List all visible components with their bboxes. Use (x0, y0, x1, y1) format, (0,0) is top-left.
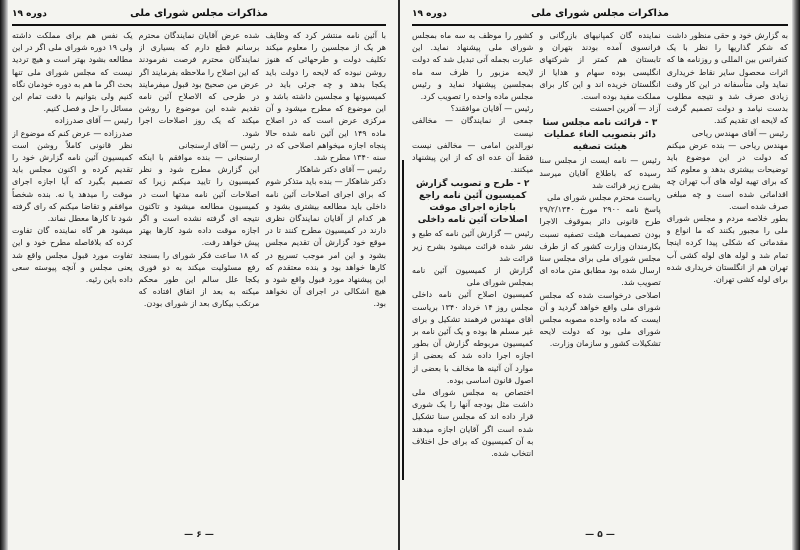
paragraph: گزارش از کمیسیون آئین نامه بمجلس شورای ملی (412, 266, 534, 288)
text-column (667, 30, 788, 520)
scan-edge (0, 0, 8, 550)
paragraph: نماینده گان کمپانیهای بازرگانی و فرانسوی آمده بودند بتهران و تابستان هم کمتر از شرکتهای انگلیسی بوده سهام و هدایا از انگلستان خریده اند و این کار برای مملکت مفید بوده است. (539, 31, 661, 102)
issue-number: دوره ۱۹ (12, 9, 47, 19)
scan-edge (792, 0, 800, 550)
page-header (412, 4, 788, 26)
paragraph: میشود هر گاه نماینده گان تفاوت کرده که بلافاصله مطرح خود و این تفاوت مورد قبول مجلس واقع شد یعنی مجلس و آنچه پیوسته سعی داده باین رئیه. (11, 226, 133, 285)
text-column (265, 30, 386, 520)
paragraph: رئیس — آقای مهندس ریاحی (691, 128, 788, 138)
paragraph: رئیس — نامه ایست از مجلس سنا رسیده که باطلاع آقایان میرسد بشرح زیر قرائت شد (539, 156, 661, 190)
text-column (539, 30, 660, 520)
text-column (139, 30, 260, 520)
paragraph: کشور را موظف به سه ماه بمجلس شورای ملی پیشنهاد نماید. این عبارت بجمله آتی تبدیل شد که دولت لایحه مزبور را ظرف سه ماه بمجلسین پیشنهاد نماید و رئیس مجلس ماده واحده را تصویب کرد. (412, 31, 534, 102)
issue-number: دوره ۱۹ (412, 9, 447, 19)
paragraph: صدرزاده — عرض کنم که موضوع از نظر قانونی کاملاً روشن است کمیسیون آئین نامه گزارش خود را تقدیم کرده و اکنون مجلس باید تصمیم بگیرد که آیا اجازه اجرای موقت را میدهد یا نه. بنده شخصاً موافقم و تقاضا میکنم که رای گرفته شود تا کارها معطل نماند. (11, 128, 133, 224)
text-column (412, 30, 533, 520)
right-page (400, 0, 800, 550)
paragraph: جمعی از نمایندگان — مخالفی نیست (412, 116, 534, 138)
paragraph: اختصاص به مجلس شورای ملی داشت مثل بودجه آنها را یک شوری قرار داده اند که مجلس سنا تشکیل شده است اگر آقایان اجازه میدهند به آن کمیسیون که برای حل اختلاف انتخاب شده. (412, 388, 534, 459)
section-heading: ۳ - قرائت نامه مجلس سنا دائر بتصویب الغاء عملیات هیئت تصفیه (542, 118, 658, 153)
paragraph: رئیس — آقای دکتر شاهکار (296, 165, 386, 175)
text-column (12, 30, 133, 520)
paragraph: مهندس ریاحی — بنده عرض میکنم که دولت در این موضوع باید توضیحات بیشتری بدهد و معلوم کند که برای تهیه لوله های آب تهران چه اقداماتی شده است و چه مبلغی صرف شده است. (666, 140, 788, 211)
paragraph: رئیس — آقای ارسنجانی (178, 140, 260, 150)
text-columns (412, 30, 788, 520)
paragraph: کمیسیون اصلاح آئین نامه داخلی مجلس روز ۱۴ خرداد ۱۳۴۰ بریاست آقای مهندس فرهمند تشکیل و برای غیر مسلم ها بوده و یک آئین نامه بر کمیسیون مربوطه گزارش آن بطور اجازه اجرا داده شد که بعضی از موارد آن آئینه ها مخالف با بعضی از اصول قانون اساسی بوده. (412, 290, 534, 385)
page-number: — ۵ — (585, 530, 615, 540)
header-title: مذاکرات مجلس شورای ملی (531, 8, 669, 19)
paragraph: رئیس — آقایان موافقند؟ (450, 104, 534, 114)
paragraph: یک نفس هم برای مملکت داشته ولی ۱۹ دوره شورای ملی اگر در این مطالعه بشود بهتر است و هیچ تردید نیست که مجلس شورای ملی تنها بحث اگر ما هم به دوره خودمان نگاه کنیم ولی بتوانیم با دقت تمام این مسائل را حل و فصل کنیم. (11, 31, 133, 114)
paragraph: شده عرض آقایان نمایندگان محترم برسانم قطع دارم که بسیاری از نمایندگان محترم فرصت نفرمودند که این اصلاح را ملاحظه بفرمایند اگر عرض من صحیح بود قبول میفرمایند در طرحی که الاصلاح آئین نامه تقدیم شده این موضوع را روشن میکند که یک روز اصلاحات اجرا شود. (138, 31, 260, 138)
left-page (0, 0, 398, 550)
page-header (12, 4, 386, 26)
paragraph: ارسنجانی — بنده موافقم با اینکه این گزارش مطرح شود و نظر کمیسیون را تایید میکنم زیرا که اصلاحات آئین نامه مدتها است در کمیسیون مطالعه میشود و تاکنون نتیجه ای گرفته نشده است و اگر اجازه موقت داده شود کارها بهتر پیش خواهد رفت. (138, 153, 260, 248)
paragraph: با آئین نامه منتشر کرد که وظایف هر یک از مجلسین را معلوم میکند تکلیف دولت و طرحهائی که هنوز روشن نبوده که لایحه را دولت باید یکجا بدهد و چه جرئی باید در کمیسیونها و مجلسین داشته باشد و این موضوع که مطرح میشود و آن مرکزی عرض است که در اصلاح ماده ۱۴۹ این آئین نامه شده حالا پنجاه اجازه میخواهم اصلاحی که در سنه ۱۳۴۰ مطرح شد. (265, 31, 386, 163)
paragraph: دکتر شاهکار — بنده باید متذکر شوم که برای اجرای اصلاحات آئین نامه داخلی باید مطالعه بیشتری بشود و هر کدام از آقایان نمایندگان نظری دارند در کمیسیون مطرح کنند تا در موقع خود گزارش آن تقدیم مجلس بشود و این امر موجب تسریع در کارها خواهد بود و بنده معتقدم که این پیشنهاد مورد قبول واقع شود و هیچ اشکالی در اجرای آن نخواهد بود. (265, 177, 386, 309)
header-title: مذاکرات مجلس شورای ملی (130, 8, 268, 19)
paragraph: رئیس — آقای صدرزاده (54, 116, 133, 126)
paragraph: بطور خلاصه مردم و مجلس شورای ملی را مجبور بکنند که ما انواع و مقدماتی که شکلی پیدا کرده اینجا تمام شد و لوله های لوله کشی آب تهران هم از انگلستان خریداری شده برای لوله کشی تهران. (666, 214, 788, 285)
paragraph: نورالدین امامی — مخالفی نیست فقط آن عده ای که از این پیشنهاد میکنند. (412, 140, 534, 175)
page-number: — ۶ — (184, 530, 214, 540)
paragraph: رئیس — گزارش آئین نامه که طبع و نشر شده قرائت میشود بشرح زیر قرائت شد (412, 229, 534, 263)
paragraph: ریاست محترم مجلس شورای ملی (547, 193, 661, 203)
paragraph: که ۱۸ ساعت فکر شورای را بسنجد رفع مسئولیت میکند به دو فوری یکجا علل سالم این طور محکم میکنه به بعد از اتفاق افتاده که مرتکب بیکاری بعد از شورای بودن. (138, 250, 260, 309)
text-columns (12, 30, 386, 520)
section-heading: ۲ - طرح و تصویب گزارش کمیسیون آئین نامه راجع باجازه اجرای موقت اصلاحات آئین نامه داخلی (415, 179, 530, 226)
paragraph: اصلاحی درخواست شده که مجلس شورای ملی واقع خواهد گردید و آن ایست که ماده واحده مصوبه مجلس شورای ملی بود که دولت لایحه تشکیلات کشور و سازمان وزارت. (539, 290, 661, 349)
gutter-mark (402, 160, 404, 480)
paragraph: به گزارش خود و حقی منظور داشت که شکر گذاریها را نظر با یک کنفرانس بین المللی و روزنامه ها که اثرات محصول سایر نقاط خریداری نماید ولی متأسفانه در این کار وقت زیادی صرف شد و نتیجه مطلوب بدست نیامد و دولت تصمیم گرفت که لایحه ای تقدیم کند. (666, 31, 788, 126)
paragraph: پاسخ نامه ۲۹۰۰ مورخ ۲۹/۲/۱۳۴۰ طرح قانونی دائر بموقوف الاجرا بودن تصمیمات هیئت تصفیه نسبت بکارمندان وزارت کشور که از طرف مجلس شورای ملی برای مجلس سنا ارسال شده بود مطابق متن ماده ای تصویب شد. (539, 205, 661, 288)
paragraph: آزاد — آفرین احسنت (589, 104, 661, 114)
